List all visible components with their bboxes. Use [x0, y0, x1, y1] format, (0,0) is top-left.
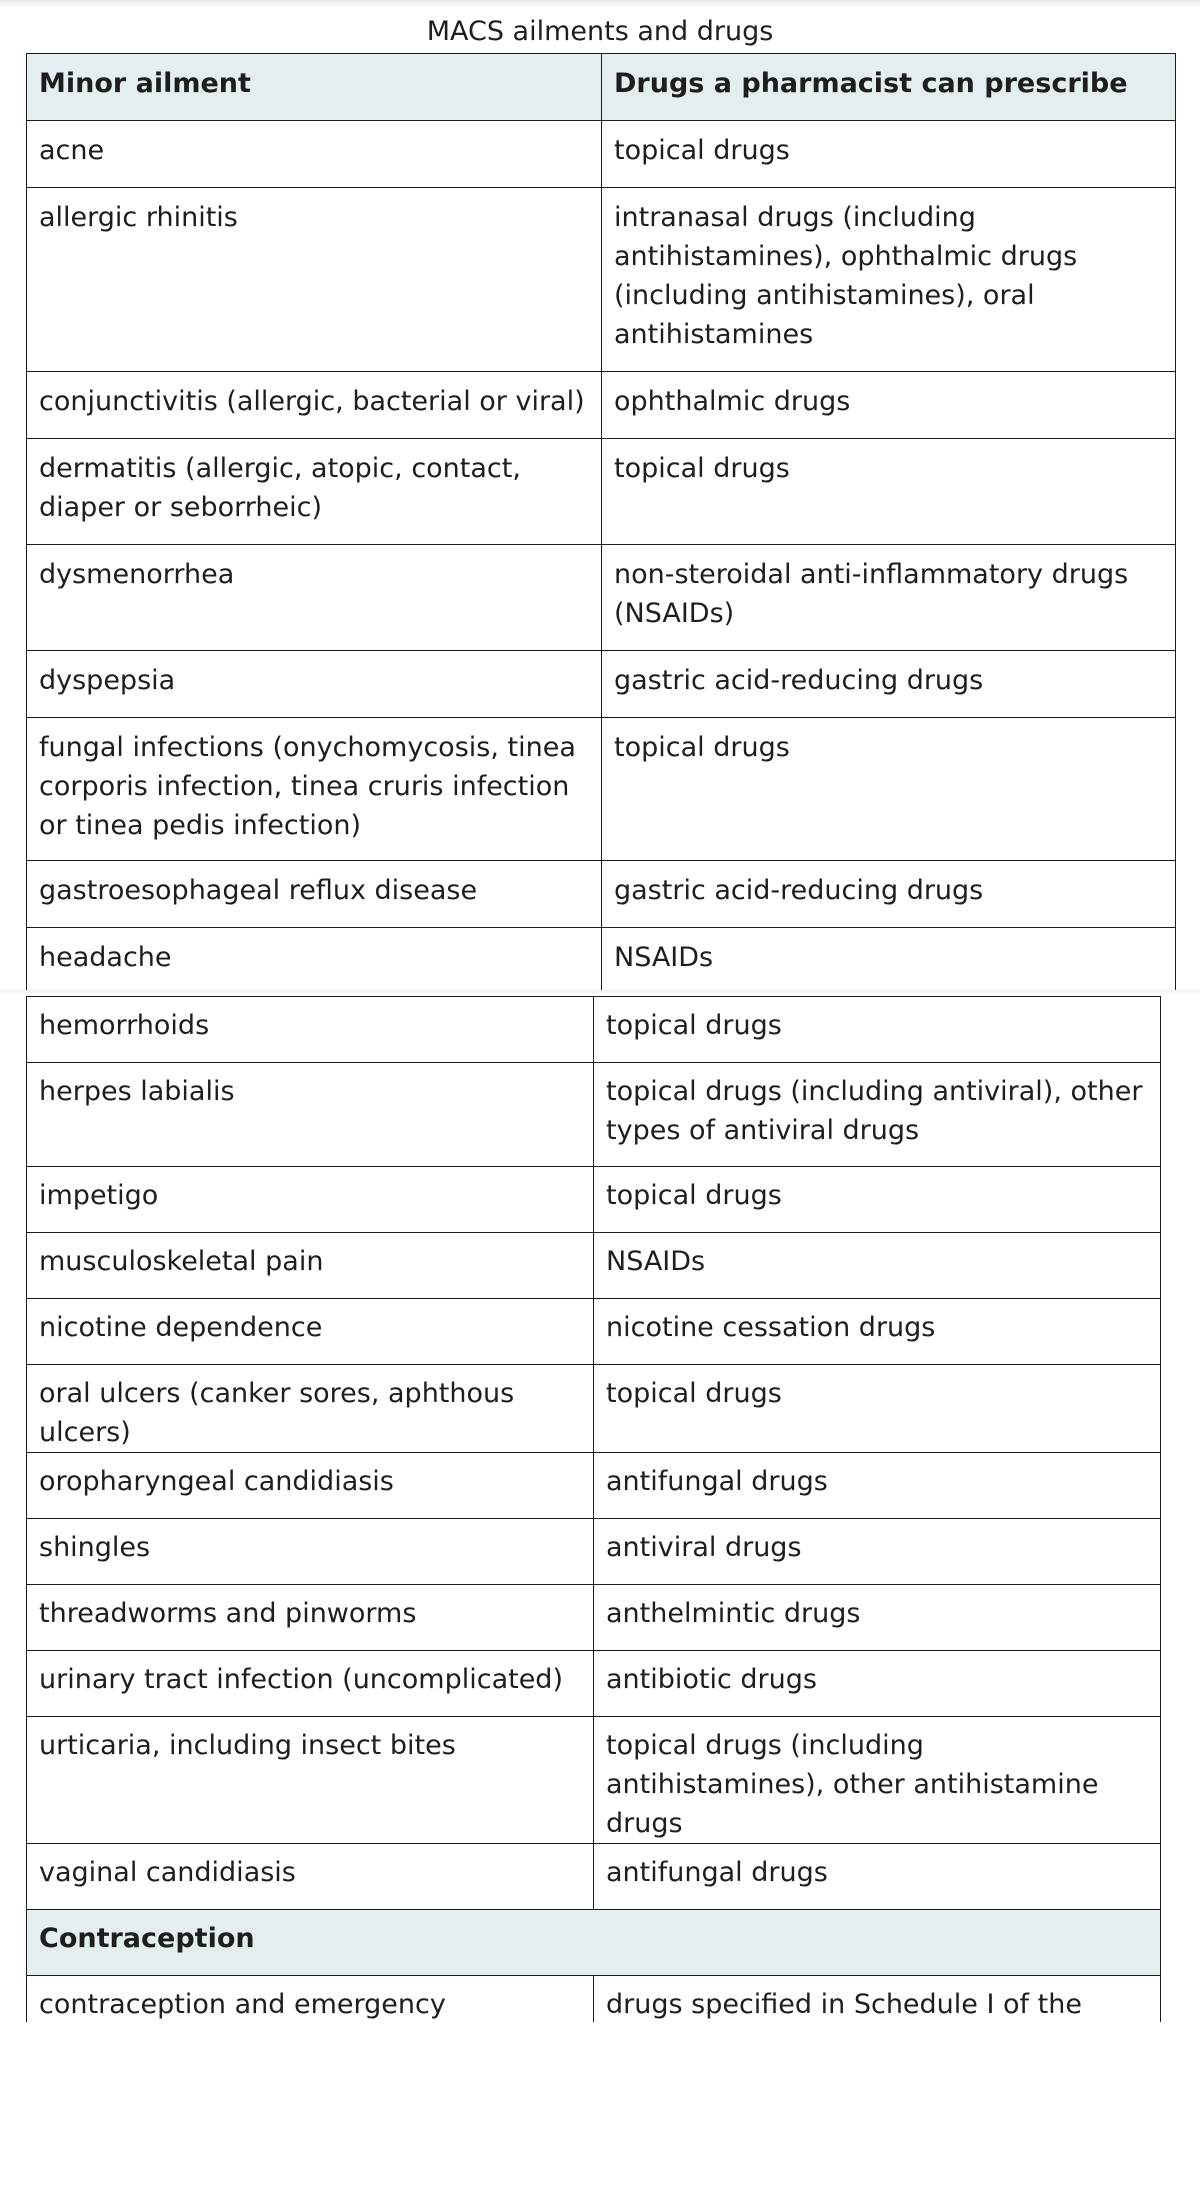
- drugs-cell: antiviral drugs: [594, 1519, 1161, 1585]
- table-header-row: [27, 54, 1176, 121]
- table-row: [27, 928, 1176, 995]
- table-row: [27, 545, 1176, 651]
- table-row: [27, 1651, 1161, 1717]
- drugs-cell: topical drugs: [594, 1365, 1161, 1453]
- drugs-cell: topical drugs: [602, 121, 1176, 188]
- ailment-cell: allergic rhinitis: [27, 188, 602, 372]
- drugs-cell: non-steroidal anti-inflammatory drugs (NSAIDs): [602, 545, 1176, 651]
- drugs-cell: NSAIDs: [602, 928, 1176, 995]
- section-row-contraception: [27, 1910, 1161, 1976]
- drugs-cell: NSAIDs: [594, 1233, 1161, 1299]
- drugs-cell: topical drugs: [594, 997, 1161, 1063]
- drugs-cell: gastric acid-reducing drugs: [602, 651, 1176, 718]
- drugs-cell: drugs specified in Schedule I of the: [594, 1976, 1161, 2080]
- ailment-cell: conjunctivitis (allergic, bacterial or viral): [27, 372, 602, 439]
- table-row: [27, 861, 1176, 928]
- ailment-cell: oropharyngeal candidiasis: [27, 1453, 594, 1519]
- drugs-cell: antifungal drugs: [594, 1844, 1161, 1910]
- table-row: [27, 188, 1176, 372]
- ailments-table-part1: [26, 53, 1176, 995]
- page-bottom-blank: [0, 2022, 1200, 2200]
- drugs-cell: nicotine cessation drugs: [594, 1299, 1161, 1365]
- table-row: [27, 439, 1176, 545]
- ailment-cell: acne: [27, 121, 602, 188]
- section-label: Contraception: [27, 1910, 1161, 1976]
- drugs-cell: gastric acid-reducing drugs: [602, 861, 1176, 928]
- table-row: [27, 121, 1176, 188]
- header-minor-ailment: Minor ailment: [27, 54, 602, 121]
- drugs-cell: topical drugs: [594, 1167, 1161, 1233]
- ailment-cell: fungal infections (onychomycosis, tinea corporis infection, tinea cruris infection or tinea pedis infection): [27, 718, 602, 861]
- ailment-cell: shingles: [27, 1519, 594, 1585]
- drugs-cell: anthelmintic drugs: [594, 1585, 1161, 1651]
- drugs-cell: antifungal drugs: [594, 1453, 1161, 1519]
- ailment-cell: vaginal candidiasis: [27, 1844, 594, 1910]
- top-shadow: [0, 0, 1200, 8]
- table-row: [27, 1453, 1161, 1519]
- header-drugs: Drugs a pharmacist can prescribe: [602, 54, 1176, 121]
- table-row: [27, 651, 1176, 718]
- ailment-cell: musculoskeletal pain: [27, 1233, 594, 1299]
- table-body-part2: [27, 997, 1161, 2080]
- ailment-cell: hemorrhoids: [27, 997, 594, 1063]
- ailment-cell: contraception and emergency: [27, 1976, 594, 2080]
- table-caption: MACS ailments and drugs: [426, 16, 774, 47]
- ailment-cell: dyspepsia: [27, 651, 602, 718]
- table-row: [27, 1167, 1161, 1233]
- ailment-cell: gastroesophageal reflux disease: [27, 861, 602, 928]
- drugs-cell: topical drugs (including antihistamines), other antihistamine drugs: [594, 1717, 1161, 1844]
- ailments-table-part2: [26, 996, 1161, 2080]
- drugs-cell: intranasal drugs (including antihistamines), ophthalmic drugs (including antihistamines), oral antihistamines: [602, 188, 1176, 372]
- table-row: [27, 1365, 1161, 1453]
- table-row: [27, 1299, 1161, 1365]
- table-row: [27, 372, 1176, 439]
- drugs-cell: ophthalmic drugs: [602, 372, 1176, 439]
- table-row: [27, 1063, 1161, 1167]
- drugs-cell: antibiotic drugs: [594, 1651, 1161, 1717]
- table-row: [27, 1717, 1161, 1844]
- ailment-cell: urticaria, including insect bites: [27, 1717, 594, 1844]
- ailment-cell: impetigo: [27, 1167, 594, 1233]
- table-row: [27, 1844, 1161, 1910]
- ailment-cell: nicotine dependence: [27, 1299, 594, 1365]
- table-body-part1: [27, 121, 1176, 995]
- table-row: [27, 718, 1176, 861]
- table-row: [27, 1585, 1161, 1651]
- ailment-cell: dermatitis (allergic, atopic, contact, diaper or seborrheic): [27, 439, 602, 545]
- ailment-cell: urinary tract infection (uncomplicated): [27, 1651, 594, 1717]
- ailment-cell: herpes labialis: [27, 1063, 594, 1167]
- ailment-cell: dysmenorrhea: [27, 545, 602, 651]
- drugs-cell: topical drugs (including antiviral), other types of antiviral drugs: [594, 1063, 1161, 1167]
- ailment-cell: threadworms and pinworms: [27, 1585, 594, 1651]
- table-row: [27, 997, 1161, 1063]
- drugs-cell: topical drugs: [602, 439, 1176, 545]
- drugs-cell: topical drugs: [602, 718, 1176, 861]
- ailment-cell: oral ulcers (canker sores, aphthous ulcers): [27, 1365, 594, 1453]
- ailment-cell: headache: [27, 928, 602, 995]
- table-row: [27, 1519, 1161, 1585]
- table-row: [27, 1233, 1161, 1299]
